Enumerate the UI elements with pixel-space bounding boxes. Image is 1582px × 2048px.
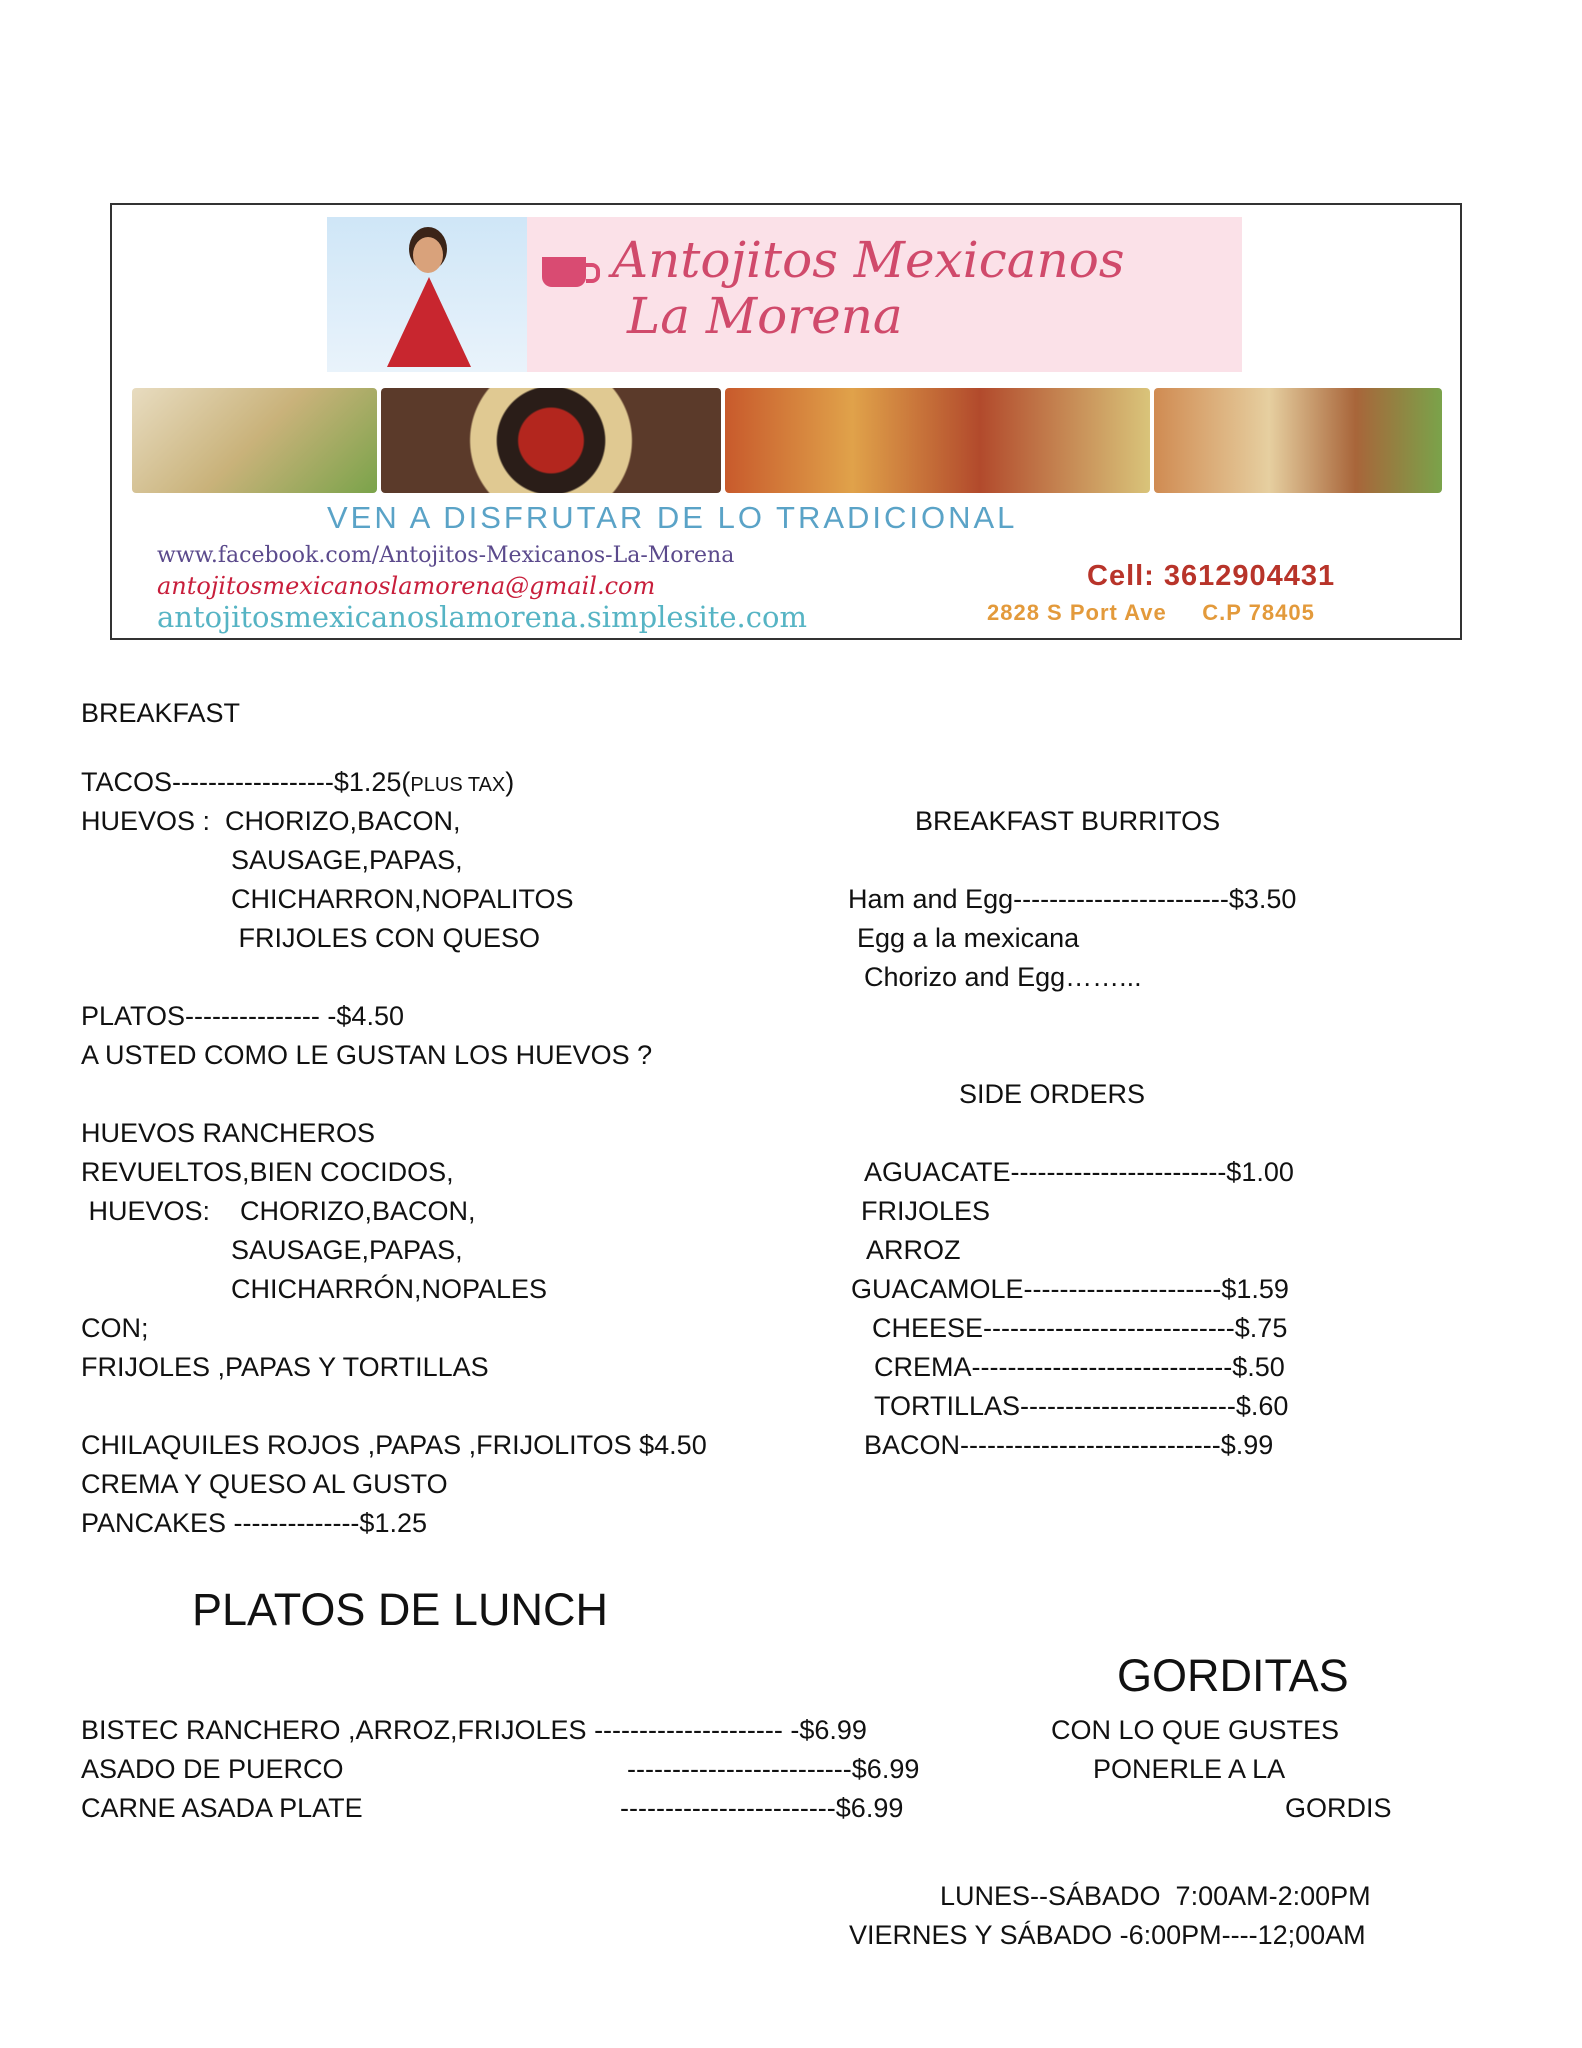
coffee-cup-icon	[542, 257, 586, 287]
chilaquiles-item: CHILAQUILES ROJOS ,PAPAS ,FRIJOLITOS $4.50	[81, 1430, 707, 1460]
con-label: CON;	[81, 1313, 149, 1343]
food-photo-tacos	[1154, 388, 1442, 493]
lunch-heading: PLATOS DE LUNCH	[192, 1584, 608, 1635]
gorditas-heading: GORDITAS	[1117, 1650, 1349, 1701]
side-guacamole: GUACAMOLE----------------------$1.59	[851, 1274, 1289, 1304]
burritos-heading: BREAKFAST BURRITOS	[915, 806, 1221, 836]
lunch-asado-name: ASADO DE PUERCO	[81, 1754, 344, 1784]
huevos2-line-1: HUEVOS: CHORIZO,BACON,	[81, 1196, 476, 1226]
food-photo-platter	[381, 388, 721, 493]
burrito-ham-egg: Ham and Egg------------------------$3.50	[848, 884, 1297, 914]
side-arroz: ARROZ	[866, 1235, 961, 1265]
side-bacon: BACON-----------------------------$.99	[864, 1430, 1274, 1460]
revueltos-item: REVUELTOS,BIEN COCIDOS,	[81, 1157, 454, 1187]
address: 2828 S Port Ave C.P 78405	[987, 600, 1315, 625]
side-cheese: CHEESE----------------------------$.75	[872, 1313, 1288, 1343]
hours-weekend: VIERNES Y SÁBADO -6:00PM----12;00AM	[849, 1920, 1366, 1950]
logo	[327, 217, 1242, 372]
cell-phone: Cell: 3612904431	[1087, 560, 1336, 592]
lunch-carne-price: ------------------------$6.99	[620, 1793, 904, 1823]
tacos-item: TACOS------------------$1.25(PLUS TAX)	[81, 767, 515, 797]
website-link[interactable]: antojitosmexicanoslamorena.simplesite.com	[157, 600, 807, 634]
huevos-line-4: FRIJOLES CON QUESO	[231, 923, 541, 953]
huevos2-line-2: SAUSAGE,PAPAS,	[231, 1235, 463, 1265]
princess-illustration	[327, 217, 527, 372]
side-frijoles: FRIJOLES	[861, 1196, 991, 1226]
huevos-line-1: HUEVOS : CHORIZO,BACON,	[81, 806, 461, 836]
facebook-link[interactable]: www.facebook.com/Antojitos-Mexicanos-La-Morena	[157, 543, 735, 568]
huevos-line-3: CHICHARRON,NOPALITOS	[231, 884, 574, 914]
side-aguacate: AGUACATE------------------------$1.00	[864, 1157, 1294, 1187]
pancakes-item: PANCAKES --------------$1.25	[81, 1508, 427, 1538]
header-banner	[110, 203, 1462, 640]
lunch-carne-name: CARNE ASADA PLATE	[81, 1793, 363, 1823]
rancheros-item: HUEVOS RANCHEROS	[81, 1118, 376, 1148]
food-photo-dishes	[725, 388, 1150, 493]
huevos-question: A USTED COMO LE GUSTAN LOS HUEVOS ?	[81, 1040, 653, 1070]
gorditas-line-3: GORDIS	[1285, 1793, 1392, 1823]
restaurant-name-line1: Antojitos Mexicanos	[612, 231, 1125, 289]
side-orders-heading: SIDE ORDERS	[959, 1079, 1146, 1109]
gorditas-line-2: PONERLE A LA	[1093, 1754, 1286, 1784]
food-photo-tostadas	[132, 388, 377, 493]
side-crema: CREMA-----------------------------$.50	[874, 1352, 1285, 1382]
lunch-bistec: BISTEC RANCHERO ,ARROZ,FRIJOLES --------------------- -$6.99	[81, 1715, 867, 1745]
platos-item: PLATOS--------------- -$4.50	[81, 1001, 404, 1031]
side-tortillas: TORTILLAS------------------------$.60	[874, 1391, 1289, 1421]
huevos-line-2: SAUSAGE,PAPAS,	[231, 845, 463, 875]
food-photo-strip	[132, 388, 1442, 493]
burrito-chorizo-egg: Chorizo and Egg……...	[864, 962, 1142, 992]
huevos2-line-3: CHICHARRÓN,NOPALES	[231, 1274, 548, 1304]
email-link[interactable]: antojitosmexicanoslamorena@gmail.com	[157, 572, 656, 600]
frijoles-papas-tortillas: FRIJOLES ,PAPAS Y TORTILLAS	[81, 1352, 489, 1382]
crema-queso: CREMA Y QUESO AL GUSTO	[81, 1469, 448, 1499]
restaurant-name-line2: La Morena	[627, 287, 903, 345]
gorditas-line-1: CON LO QUE GUSTES	[1051, 1715, 1340, 1745]
lunch-asado-price: -------------------------$6.99	[627, 1754, 920, 1784]
hours-weekday: LUNES--SÁBADO 7:00AM-2:00PM	[940, 1881, 1371, 1911]
breakfast-heading: BREAKFAST	[81, 698, 241, 728]
tagline: VEN A DISFRUTAR DE LO TRADICIONAL	[327, 500, 1018, 535]
burrito-egg-mexicana: Egg a la mexicana	[857, 923, 1080, 953]
